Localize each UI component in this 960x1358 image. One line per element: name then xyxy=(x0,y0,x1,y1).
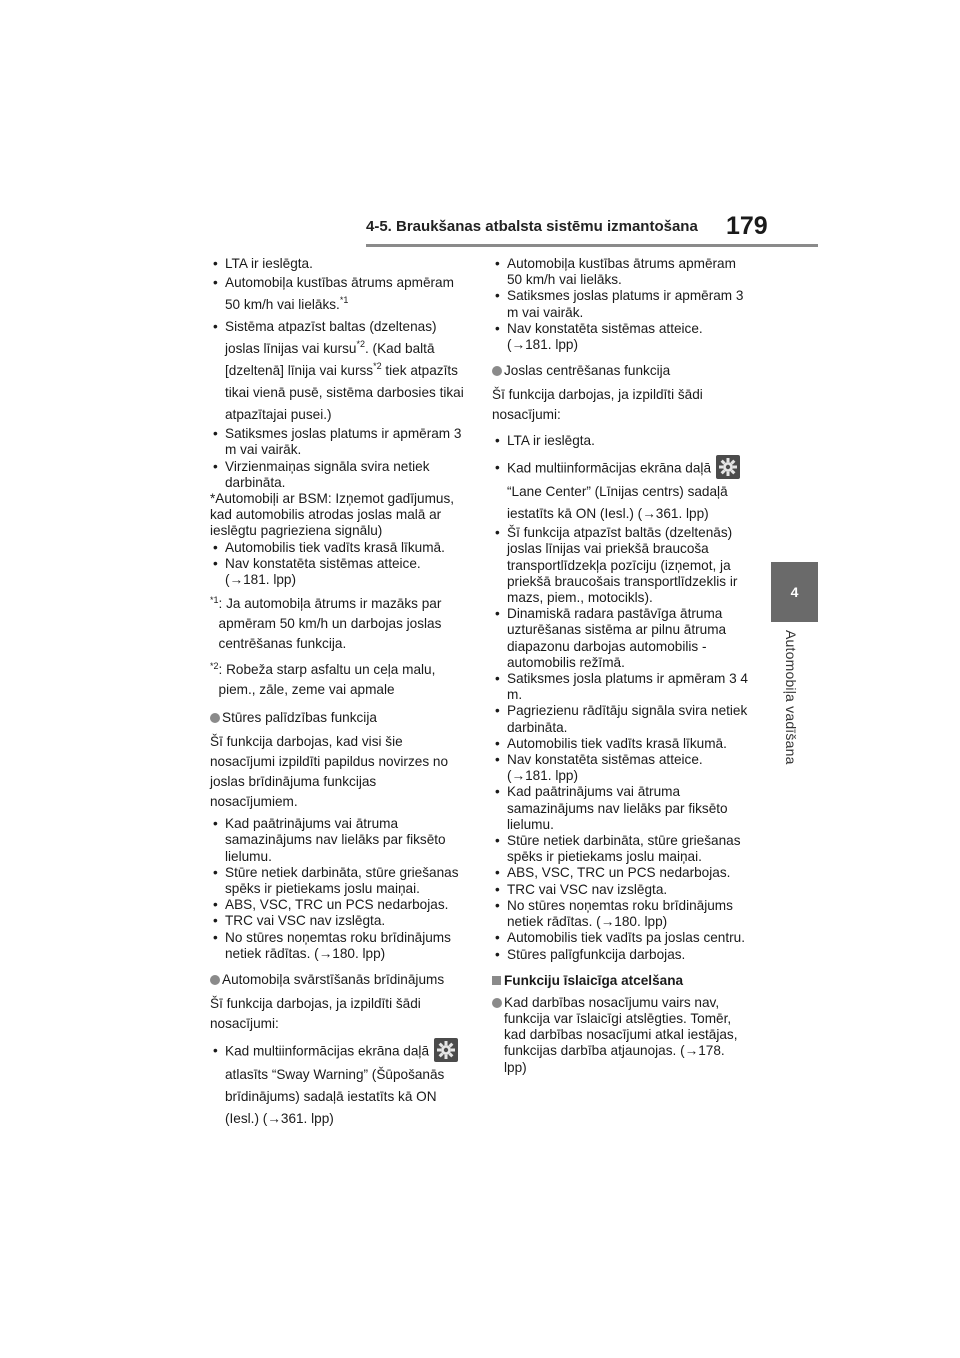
footnote: *1 : Ja automobiļa ātrums ir mazāks par apmēram 50 km/h un darbojas joslas centrēšanas funkcija. xyxy=(210,595,442,652)
list-item: • Kad paātrinājums vai ātruma samazinājums nav lielāks par fiksēto lielumu. xyxy=(210,816,466,865)
list-item: • TRC vai VSC nav izslēgta. xyxy=(492,882,748,898)
list-item: • Sistēma atpazīst baltas (dzeltenas) joslas līnijas vai kursu$^{*2}$. (Kad baltā [dzeltenā] līnija vai kurss$^{*2}$ tiek atpazīts tikai vienā pusē, sistēma darbosies tikai atpazītajai pusei.) xyxy=(210,316,466,426)
section-heading-cancel: Funkciju īslaicīga atcelšana xyxy=(492,971,748,991)
circle-bullet-icon xyxy=(492,366,502,376)
list-item: • Nav konstatēta sistēmas atteice. (→181. lpp) xyxy=(210,556,466,588)
conditions-list xyxy=(210,540,466,589)
list-item: • Stūre netiek darbināta, stūre griešanas spēks ir pietiekams joslu maiņai. xyxy=(210,865,466,897)
section-title: 4-5. Braukšanas atbalsta sistēmu izmantošana xyxy=(366,218,698,235)
list-item: • Automobiļa kustības ātrums apmēram 50 km/h vai lielāks. xyxy=(492,256,748,288)
list-item: • Pagriezienu rādītāju signāla svira netiek darbināta. xyxy=(492,703,748,735)
bsm-note: *Automobiļi ar BSM: Izņemot gadījumus, kad automobilis atrodas joslas malā ar ieslēgtu pagrieziena signālu) xyxy=(210,491,455,539)
lane-center-list xyxy=(492,431,748,962)
cancel-paragraph: Kad darbības nosacījumu vairs nav, funkcija var īslaicīgi atslēgties. Tomēr, kad darbības nosacījumi atkal iestājas, funkcijas darbība atjaunojas. (→178. lpp) xyxy=(492,995,748,1076)
list-item: • Kad paātrinājums vai ātruma samazinājums nav lielāks par fiksēto lielumu. xyxy=(492,784,748,833)
footnote-ref: *2 xyxy=(356,339,365,350)
chapter-tab[interactable] xyxy=(771,562,818,622)
footnote: *2 : Robeža starp asfaltu un ceļa malu, piem., zāle, zeme vai apmale xyxy=(210,661,436,698)
paragraph: Šī funkcija darbojas, kad visi šie nosacījumi izpildīti papildus novirzes no joslas brīdinājuma funkcijas nosacījumiem. xyxy=(210,734,449,810)
list-item: • No stūres noņemtas roku brīdinājums netiek rādītas. (→180. lpp) xyxy=(492,898,748,930)
square-bullet-icon xyxy=(492,976,501,985)
list-item: • TRC vai VSC nav izslēgta. xyxy=(210,913,466,929)
section-heading-steering: Stūres palīdzības funkcija xyxy=(210,708,466,728)
right-column xyxy=(492,256,748,1080)
list-item: • Automobiļa kustības ātrums apmēram 50 km/h vai lielāks.$^{*1}$ xyxy=(210,272,466,316)
list-item: • LTA ir ieslēgta. xyxy=(492,431,748,451)
footnote-ref: *1 xyxy=(339,295,349,306)
circle-bullet-icon xyxy=(210,713,220,723)
left-column xyxy=(210,256,466,1130)
list-item: • ABS, VSC, TRC un PCS nedarbojas. xyxy=(210,897,466,913)
chapter-title: Automobiļa vadīšana xyxy=(783,630,799,765)
list-item: • Automobilis tiek vadīts krasā līkumā. xyxy=(492,736,748,752)
conditions-list xyxy=(210,256,466,491)
footnote-ref: *2 xyxy=(373,361,382,372)
list-item: • Satiksmes joslas platums ir apmēram 3 m vai vairāk. xyxy=(492,288,748,320)
list-item: • No stūres noņemtas roku brīdinājums netiek rādītas. (→180. lpp) xyxy=(210,930,466,962)
paragraph: Šī funkcija darbojas, ja izpildīti šādi nosacījumi: xyxy=(492,387,703,423)
sway-conditions-list xyxy=(210,1040,466,1130)
list-item: • Nav konstatēta sistēmas atteice. (→181. lpp) xyxy=(492,752,748,784)
list-item: • Šī funkcija atpazīst baltās (dzeltenās) joslas līnijas vai priekšā braucoša transportlīdzekļa pozīciju (izņemot, ja priekšā braucošais transportlīdzeklis ir mazs, piem., motocikls). xyxy=(492,525,748,606)
list-item: • Nav konstatēta sistēmas atteice. (→181. lpp) xyxy=(492,321,748,353)
steering-conditions-list xyxy=(210,816,466,962)
list-item: • LTA ir ieslēgta. xyxy=(210,256,466,272)
list-item: • Kad multiinformācijas ekrāna daļā “Lane Center” (Līnijas centrs) sadaļā iestatīts kā ON (Iesl.) (→361. lpp) xyxy=(492,457,748,525)
list-item: • Dinamiskā radara pastāvīga ātruma uzturēšanas sistēma ar pilnu ātruma diapazonu darbojas automobilis - automobilis režīmā. xyxy=(492,606,748,671)
chapter-number: 4 xyxy=(790,584,799,600)
gear-icon xyxy=(434,1038,458,1062)
list-item: • Virzienmaiņas signāla svira netiek darbināta. xyxy=(210,459,466,491)
list-item: • Automobilis tiek vadīts pa joslas centru. xyxy=(492,930,748,946)
list-item: • Satiksmes josla platums ir apmēram 3 4 m. xyxy=(492,671,748,703)
page-number: 179 xyxy=(726,212,768,240)
list-item: • Kad multiinformācijas ekrāna daļā atlasīts “Sway Warning” (Šūpošanās brīdinājums) sadaļā iestatīts kā ON (Iesl.) (→361. lpp) xyxy=(210,1040,466,1130)
gear-icon xyxy=(716,455,740,479)
list-item: • Satiksmes joslas platums ir apmēram 3 m vai vairāk. xyxy=(210,426,466,458)
list-item: • ABS, VSC, TRC un PCS nedarbojas. xyxy=(492,865,748,881)
conditions-list xyxy=(492,256,748,353)
list-item: • Automobilis tiek vadīts krasā līkumā. xyxy=(210,540,466,556)
paragraph: Šī funkcija darbojas, ja izpildīti šādi nosacījumi: xyxy=(210,996,421,1032)
list-item: • Stūres palīgfunkcija darbojas. xyxy=(492,947,748,963)
section-heading-sway: Automobiļa svārstīšanās brīdinājums xyxy=(210,970,466,990)
section-heading-lane-center: Joslas centrēšanas funkcija xyxy=(492,361,748,381)
circle-bullet-icon xyxy=(210,975,220,985)
header-rule xyxy=(366,244,818,247)
list-item: • Stūre netiek darbināta, stūre griešanas spēks ir pietiekams joslu maiņai. xyxy=(492,833,748,865)
circle-bullet-icon xyxy=(492,998,502,1008)
